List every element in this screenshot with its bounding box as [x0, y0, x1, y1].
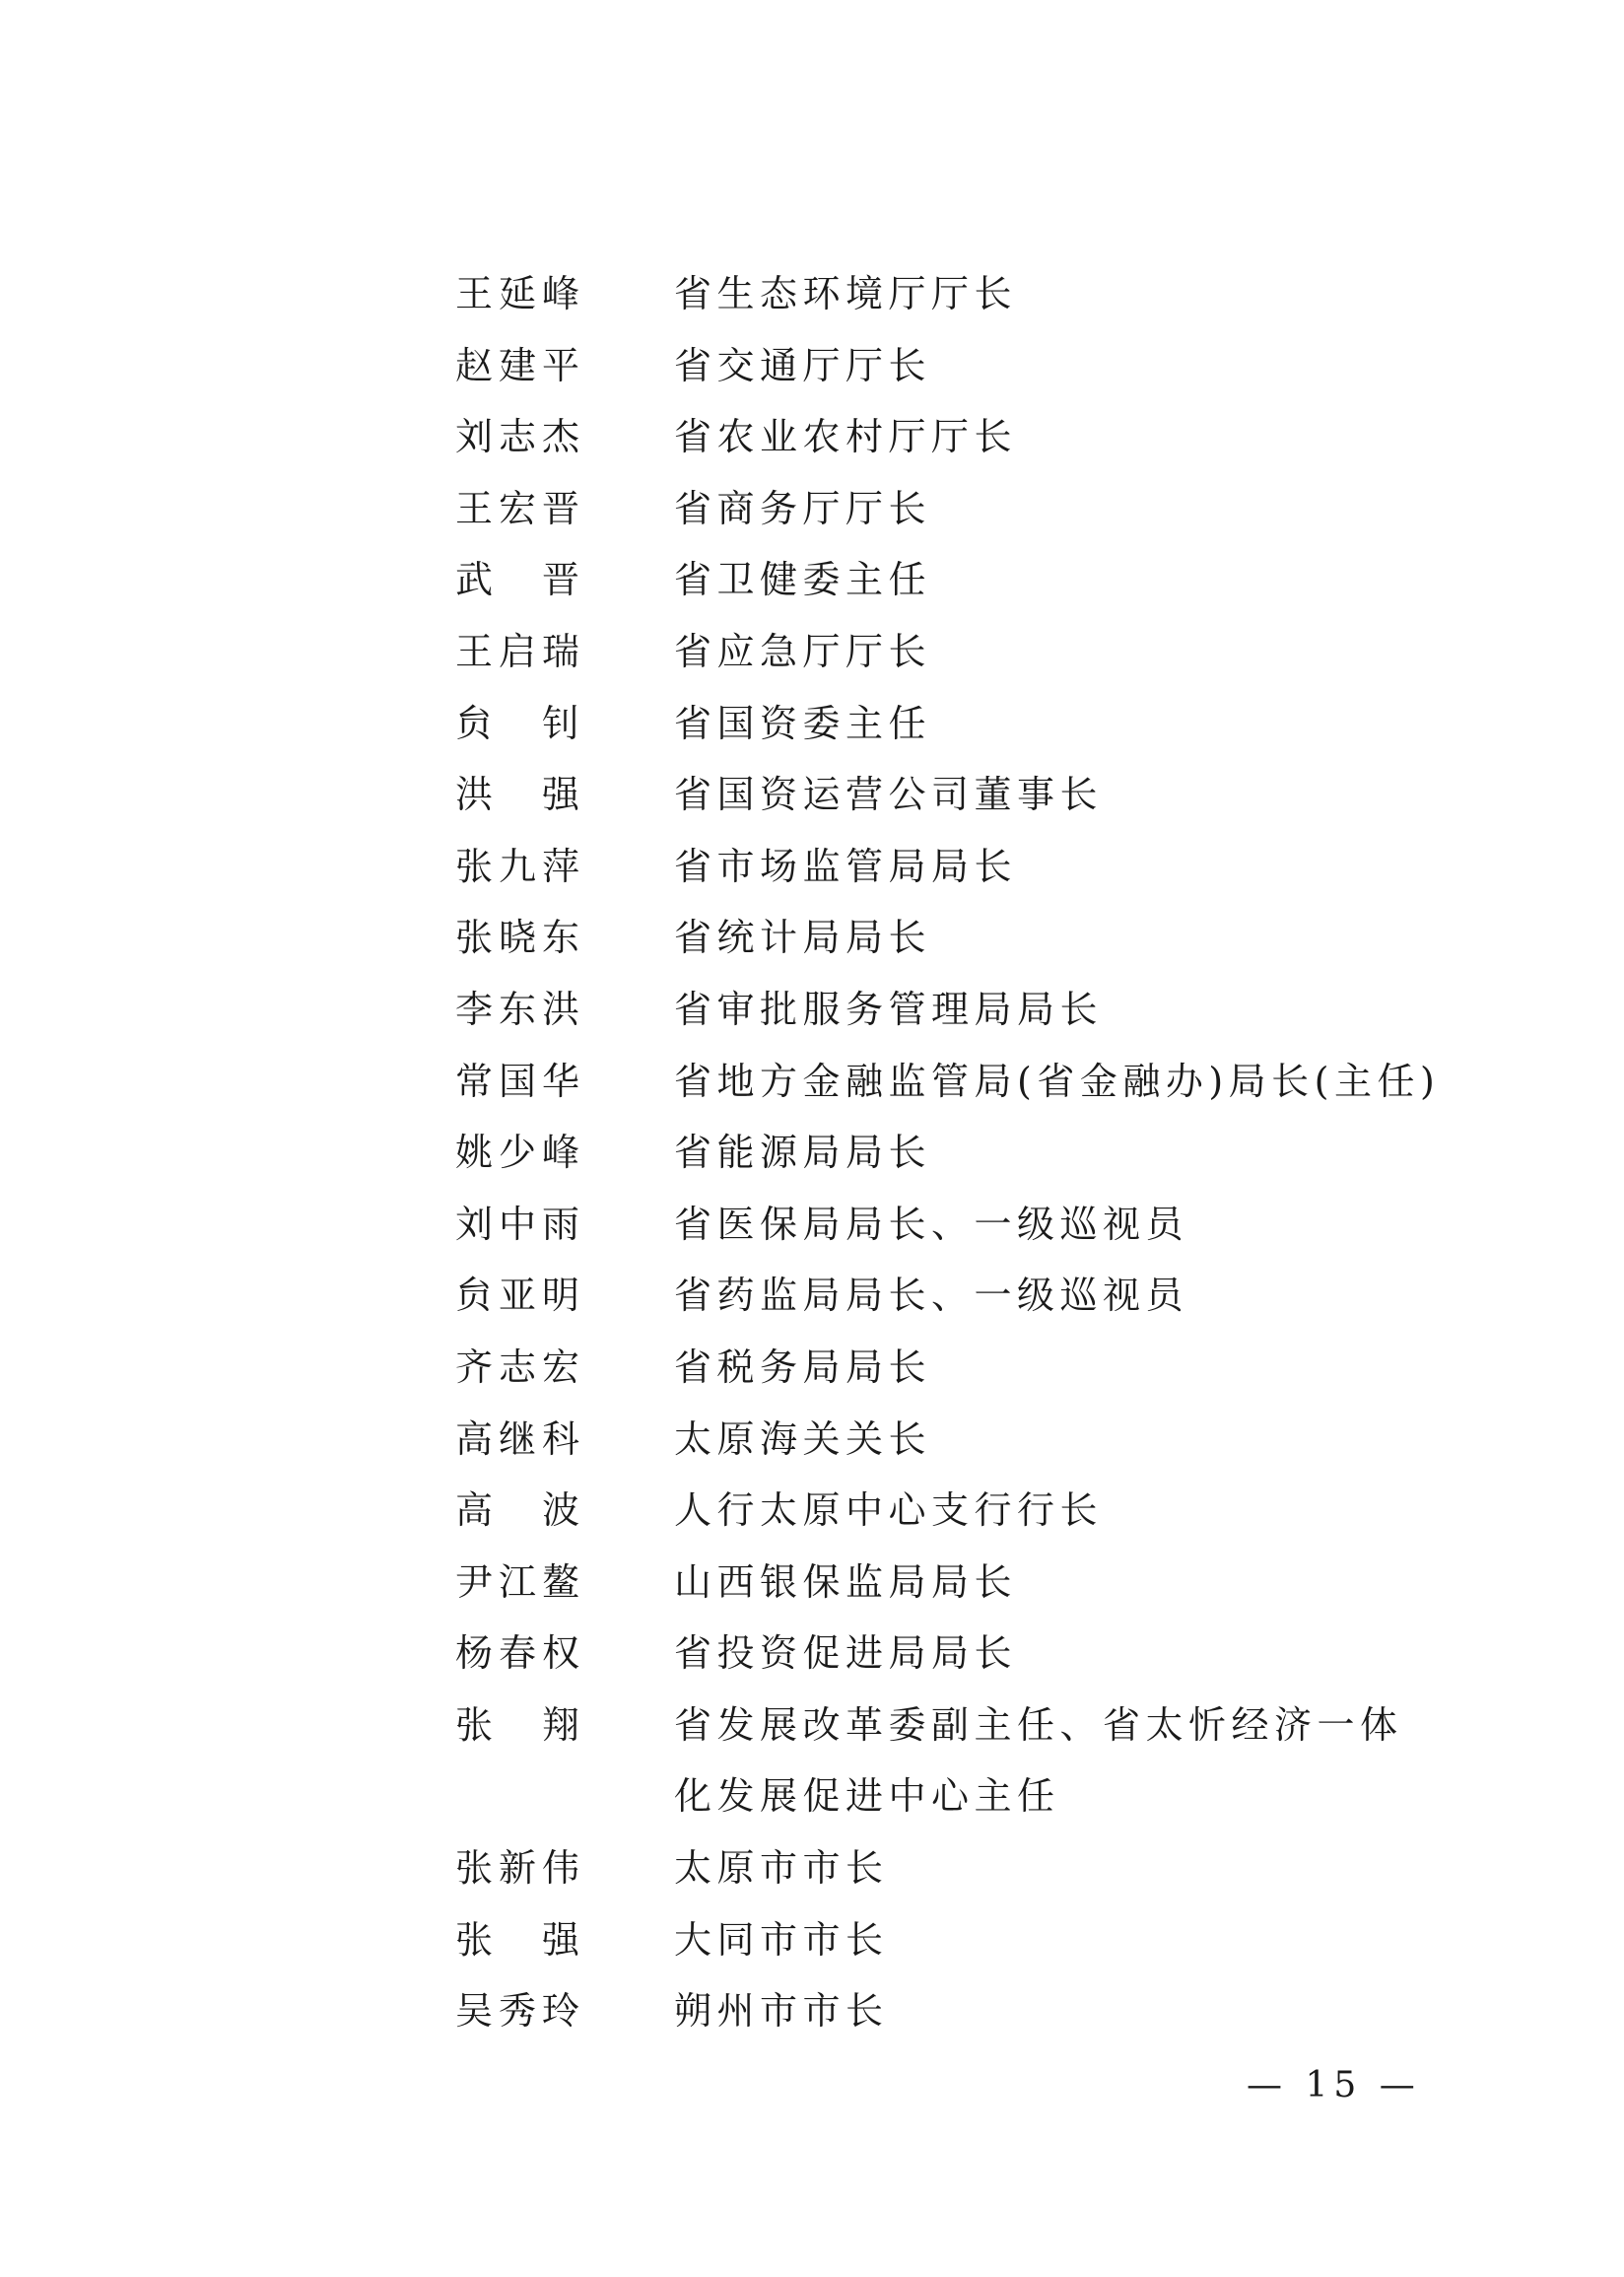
member-name: 吴秀玲 — [455, 1989, 583, 2034]
member-title: 人行太原中心支行行长 — [674, 1488, 1104, 1533]
member-title: 山西银保监局局长 — [674, 1559, 1018, 1604]
roster-list — [0, 258, 1624, 2047]
member-name: 高波 — [455, 1488, 583, 1533]
member-name: 张强 — [455, 1917, 583, 1962]
member-title: 大同市市长 — [674, 1917, 889, 1962]
list-item — [0, 330, 1624, 402]
member-name: 尹江鳌 — [455, 1559, 583, 1604]
list-item — [0, 544, 1624, 616]
member-name: 赵建平 — [455, 343, 583, 387]
member-name: 王启瑞 — [455, 629, 583, 673]
list-item — [0, 1975, 1624, 2047]
list-item — [0, 1332, 1624, 1404]
list-item — [0, 1189, 1624, 1261]
member-title: 省商务厅厅长 — [674, 486, 932, 530]
list-item — [0, 1904, 1624, 1976]
list-item — [0, 1117, 1624, 1189]
member-title: 省能源局局长 — [674, 1131, 932, 1175]
list-item — [0, 401, 1624, 473]
member-title: 省国资委主任 — [674, 701, 932, 745]
list-item — [0, 1547, 1624, 1619]
member-name: 王宏晋 — [455, 486, 583, 530]
member-title: 朔州市市长 — [674, 1989, 889, 2034]
list-item — [0, 1475, 1624, 1547]
member-title: 太原海关关长 — [674, 1416, 932, 1461]
member-name: 洪强 — [455, 773, 583, 817]
list-item — [0, 1046, 1624, 1118]
list-item — [0, 258, 1624, 330]
member-name: 常国华 — [455, 1059, 583, 1103]
list-item — [0, 831, 1624, 903]
member-title: 省投资促进局局长 — [674, 1631, 1018, 1676]
member-title: 省农业农村厅厅长 — [674, 415, 1018, 459]
member-title: 省税务局局长 — [674, 1345, 932, 1389]
list-item — [0, 1618, 1624, 1690]
member-name: 张九萍 — [455, 844, 583, 888]
list-item — [0, 1690, 1624, 1832]
list-item — [0, 1260, 1624, 1332]
member-name: 齐志宏 — [455, 1345, 583, 1389]
member-name: 贠亚明 — [455, 1274, 583, 1318]
member-title: 省药监局局长、一级巡视员 — [674, 1274, 1189, 1318]
member-name: 王延峰 — [455, 272, 583, 315]
member-title: 省统计局局长 — [674, 916, 932, 960]
member-name: 武晋 — [455, 558, 583, 602]
member-title: 省市场监管局局长 — [674, 844, 1018, 888]
member-name: 刘中雨 — [455, 1202, 583, 1246]
list-item — [0, 974, 1624, 1046]
list-item — [0, 688, 1624, 760]
member-title: 省医保局局长、一级巡视员 — [674, 1202, 1189, 1246]
list-item — [0, 616, 1624, 688]
member-title: 太原市市长 — [674, 1846, 889, 1891]
member-title: 省地方金融监管局(省金融办)局长(主任) — [674, 1059, 1441, 1103]
member-title: 省卫健委主任 — [674, 558, 932, 602]
member-title: 省应急厅厅长 — [674, 629, 932, 673]
page-number: — 15 — — [1247, 2065, 1421, 2105]
member-title: 省交通厅厅长 — [674, 343, 932, 387]
member-name: 张新伟 — [455, 1846, 583, 1891]
list-item — [0, 1832, 1624, 1904]
member-name: 张晓东 — [455, 916, 583, 960]
list-item — [0, 473, 1624, 545]
member-name: 张翔 — [455, 1702, 583, 1747]
list-item — [0, 759, 1624, 831]
list-item — [0, 902, 1624, 974]
member-title: 省生态环境厅厅长 — [674, 272, 1018, 315]
list-item — [0, 1404, 1624, 1476]
member-name: 高继科 — [455, 1416, 583, 1461]
member-name: 姚少峰 — [455, 1131, 583, 1175]
member-title: 省审批服务管理局局长 — [674, 987, 1104, 1031]
member-name: 杨春权 — [455, 1631, 583, 1676]
member-title: 省发展改革委副主任、省太忻经济一体化发展促进中心主任 — [674, 1702, 1403, 1819]
member-name: 李东洪 — [455, 987, 583, 1031]
member-name: 贠钊 — [455, 701, 583, 745]
member-name: 刘志杰 — [455, 415, 583, 459]
member-title: 省国资运营公司董事长 — [674, 773, 1104, 817]
